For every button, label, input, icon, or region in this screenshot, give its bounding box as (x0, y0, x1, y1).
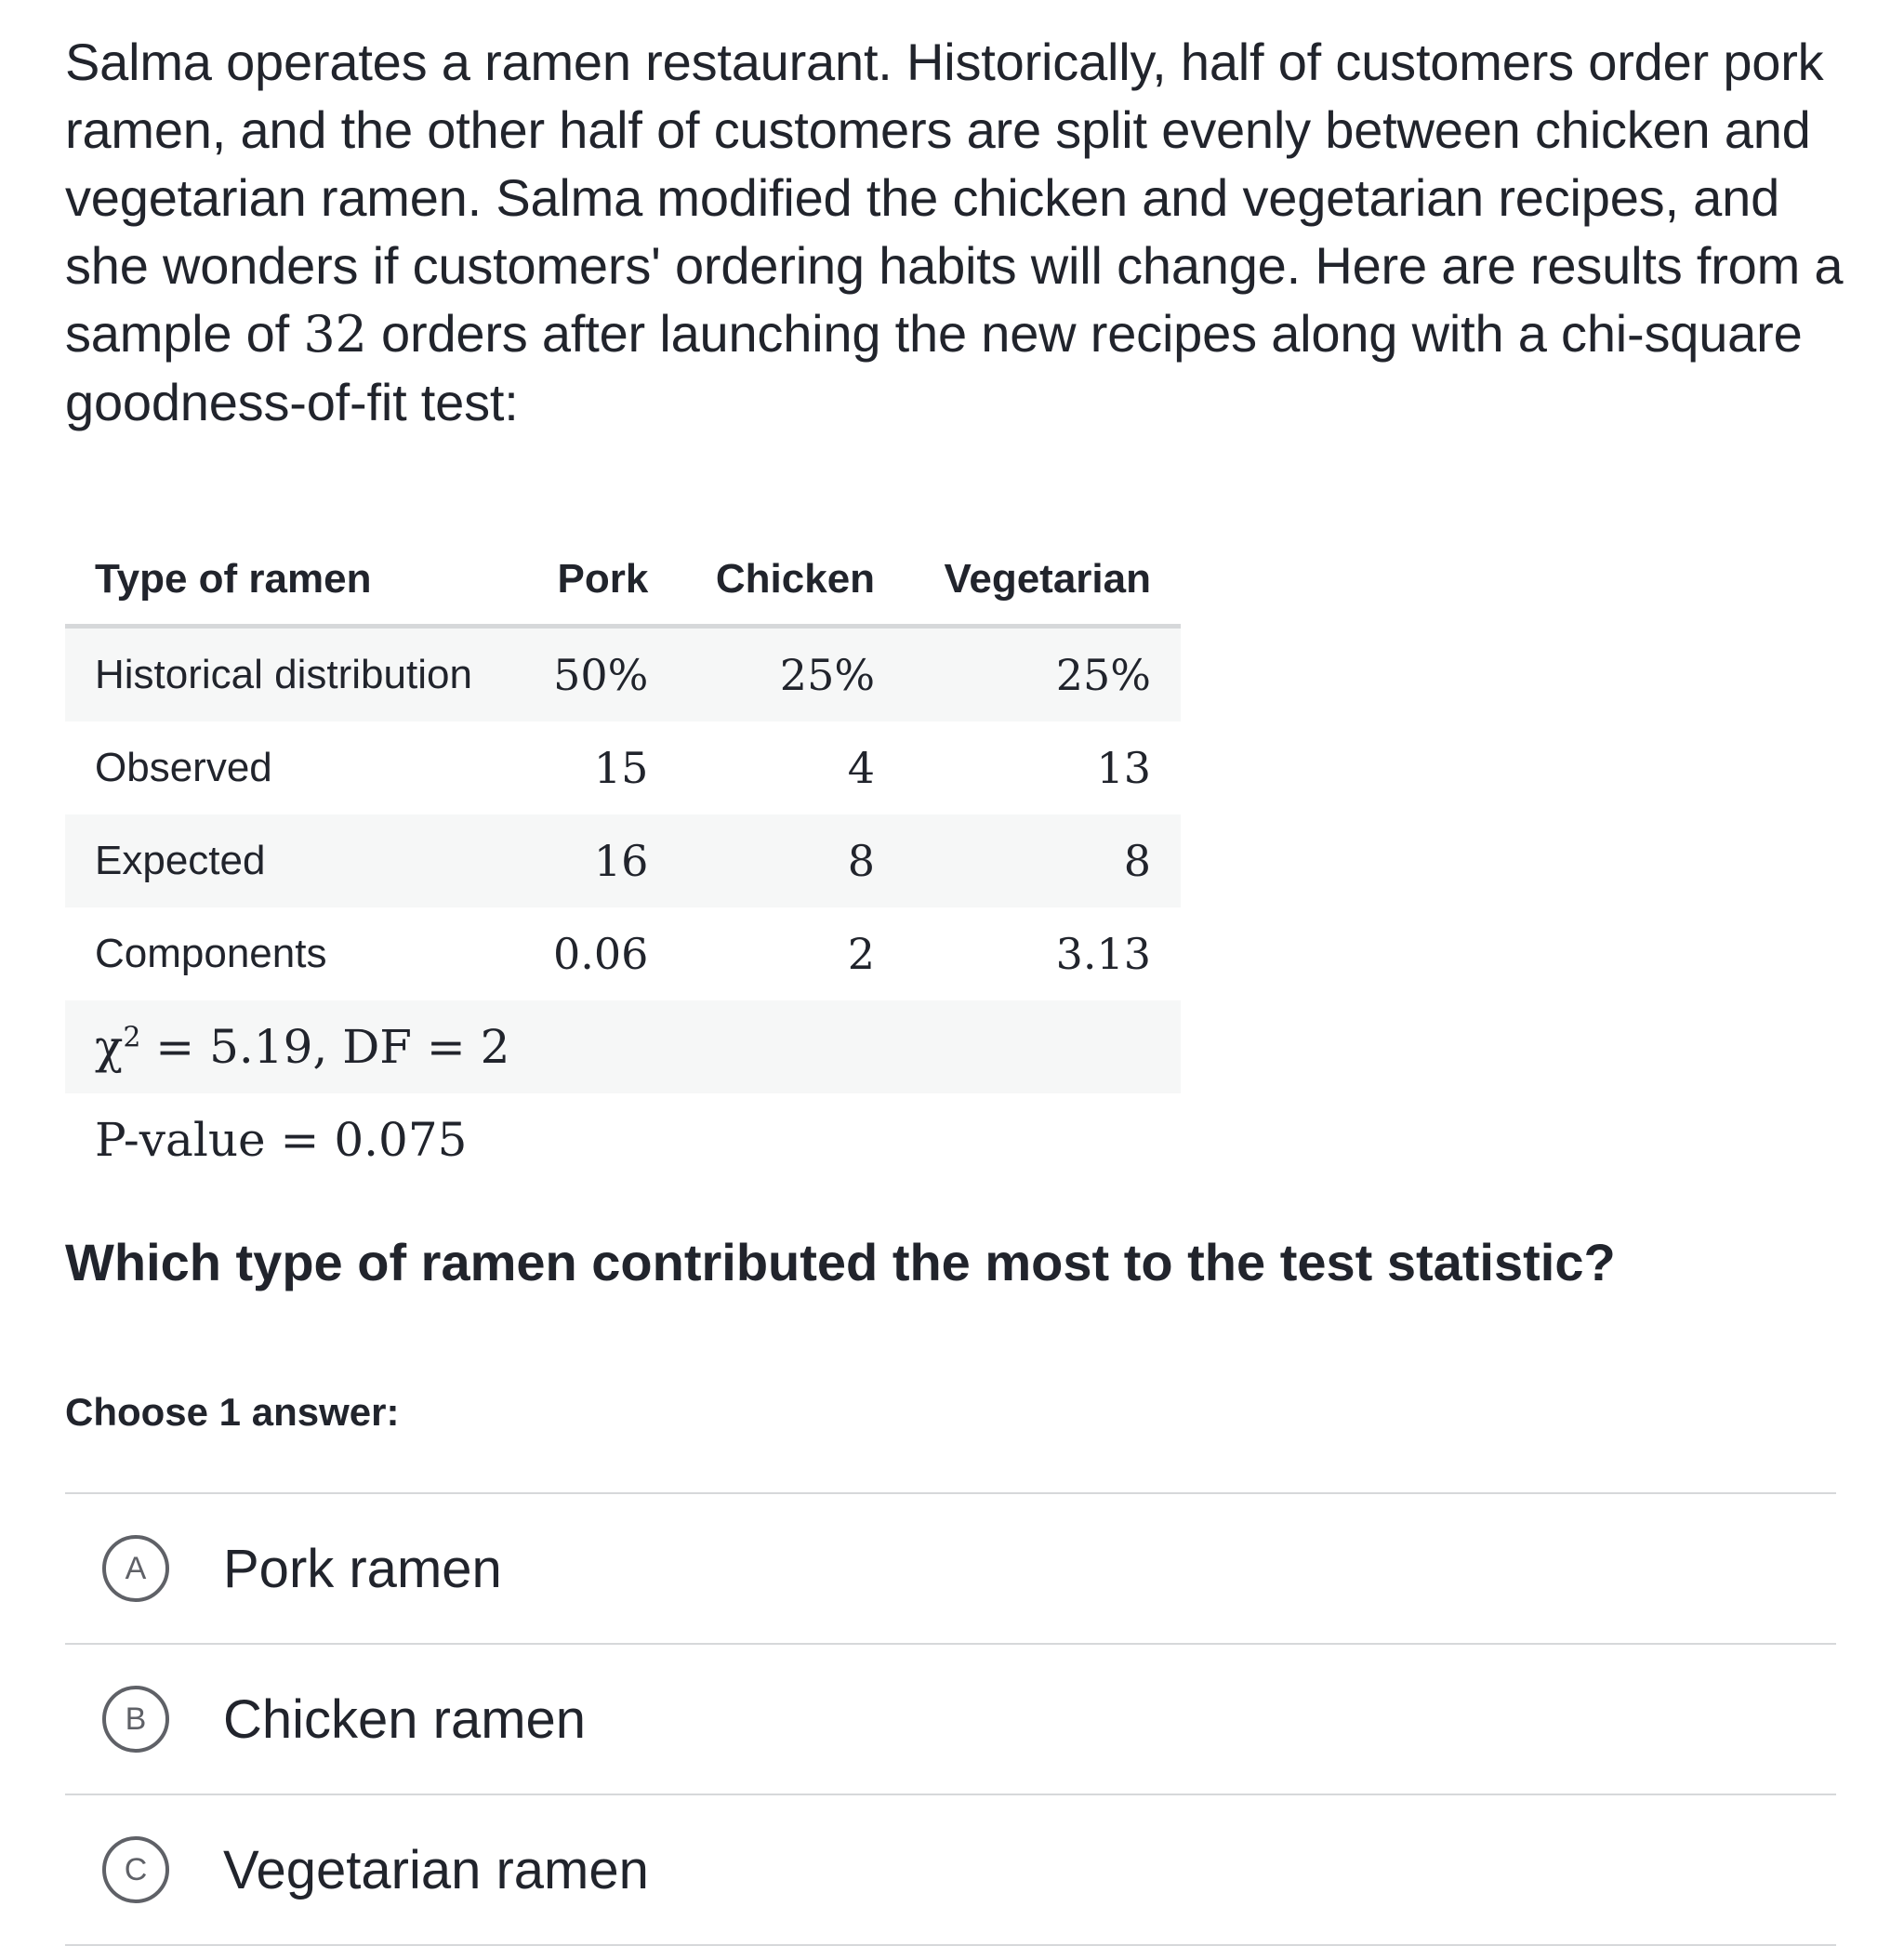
cell-vegetarian: 25% (905, 627, 1181, 722)
chi-exponent: 2 (123, 1021, 141, 1054)
p-value-text: P-value = 0.075 (95, 1113, 468, 1167)
cell-chicken: 4 (847, 743, 876, 793)
chi-symbol: χ (95, 1020, 124, 1074)
header-pork: Pork (518, 535, 678, 627)
problem-text-start: Salma operates a ramen restaurant. Historically, half of customers order pork ramen, and the other half of customers are split evenly between chicken and vegetarian ramen. Salma modified the chicken and vegetarian recipes, and she wonders if customers' ordering habits will change. Here are results from a sample of (65, 33, 1844, 363)
cell-vegetarian: 8 (905, 814, 1181, 907)
choice-text-b: Chicken ramen (223, 1688, 587, 1750)
cell-pork: 0.06 (552, 929, 649, 979)
table-row-components (65, 907, 1181, 1000)
table-row-chi-square (65, 1000, 1181, 1093)
choice-c[interactable] (65, 1795, 1836, 1946)
chi-square-text: = 5.19, DF = 2 (140, 1020, 510, 1074)
header-vegetarian: Vegetarian (905, 535, 1181, 627)
cell-vegetarian: 3.13 (1055, 929, 1151, 979)
choice-letter-a: A (102, 1535, 169, 1602)
choice-b[interactable] (65, 1645, 1836, 1795)
sample-size-value: 32 (303, 305, 367, 364)
exercise-page (65, 28, 1859, 1900)
ramen-data-table (65, 535, 1181, 1186)
table-row-observed (65, 721, 1181, 814)
choose-label: Choose 1 answer: (65, 1390, 400, 1434)
header-type: Type of ramen (65, 535, 518, 627)
row-label: Historical distribution (65, 627, 518, 722)
choice-text-a: Pork ramen (223, 1538, 502, 1599)
table-row-historical (65, 627, 1181, 722)
answer-choices (65, 1492, 1836, 1946)
table-row-p-value (65, 1093, 1181, 1186)
choice-letter-c: C (102, 1836, 169, 1903)
cell-chicken: 25% (678, 627, 905, 722)
choice-letter-b: B (102, 1686, 169, 1753)
question-text: Which type of ramen contributed the most to the test statistic? (65, 1233, 1616, 1291)
cell-pork: 16 (518, 814, 678, 907)
cell-pork: 15 (593, 743, 649, 793)
choice-a[interactable] (65, 1494, 1836, 1645)
choice-text-c: Vegetarian ramen (223, 1839, 649, 1900)
cell-chicken: 8 (678, 814, 905, 907)
row-label: Components (95, 931, 327, 976)
row-label: Observed (95, 745, 272, 790)
cell-chicken: 2 (847, 929, 876, 979)
problem-statement (65, 28, 1859, 436)
problem-text-end: orders after launching the new recipes along with a chi-square goodness-of-fit test: (65, 304, 1803, 431)
table-row-expected (65, 814, 1181, 907)
header-chicken: Chicken (678, 535, 905, 627)
row-label: Expected (65, 814, 518, 907)
cell-pork: 50% (518, 627, 678, 722)
chi-square-statistic (65, 1000, 1181, 1093)
cell-vegetarian: 13 (1096, 743, 1151, 793)
table-header-row (65, 535, 1181, 627)
